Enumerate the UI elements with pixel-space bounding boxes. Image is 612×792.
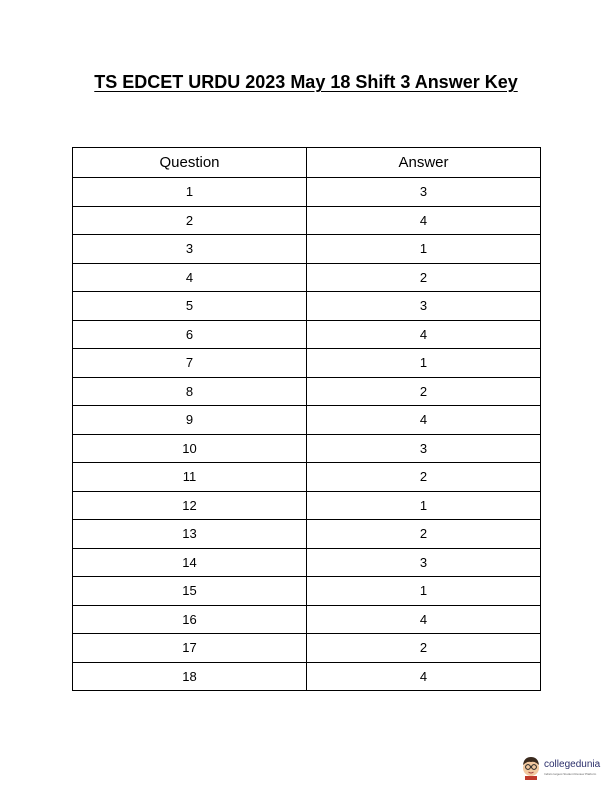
table-row [73,491,541,520]
student-mascot-icon [520,754,542,780]
answer-cell: 1 [307,577,541,606]
answer-cell: 4 [307,406,541,435]
table-row [73,292,541,321]
answer-cell: 1 [307,235,541,264]
answer-cell: 2 [307,520,541,549]
table-row [73,634,541,663]
question-number-cell: 5 [73,292,307,321]
question-number-cell: 2 [73,206,307,235]
collegedunia-logo [520,754,612,784]
question-number-cell: 13 [73,520,307,549]
table-row [73,434,541,463]
question-number-cell: 16 [73,605,307,634]
answer-cell: 3 [307,434,541,463]
question-number-cell: 18 [73,662,307,691]
answer-cell: 4 [307,320,541,349]
document-title: TS EDCET URDU 2023 May 18 Shift 3 Answer Key [94,72,518,92]
table-row [73,605,541,634]
question-number-cell: 7 [73,349,307,378]
question-number-cell: 3 [73,235,307,264]
question-number-cell: 10 [73,434,307,463]
answer-cell: 4 [307,206,541,235]
answer-cell: 4 [307,662,541,691]
answer-cell: 1 [307,491,541,520]
table-row [73,662,541,691]
table-row [73,206,541,235]
answer-cell: 3 [307,292,541,321]
question-number-cell: 14 [73,548,307,577]
question-number-cell: 4 [73,263,307,292]
question-number-cell: 8 [73,377,307,406]
question-number-cell: 11 [73,463,307,492]
table-row [73,320,541,349]
answer-cell: 4 [307,605,541,634]
table-row [73,377,541,406]
brand-tagline: India's largest Student Review Platform [544,772,597,776]
question-number-cell: 6 [73,320,307,349]
question-number-cell: 17 [73,634,307,663]
table-row [73,577,541,606]
answer-cell: 3 [307,178,541,207]
table-header-row [73,148,541,178]
table-body [73,178,541,691]
answer-column-header: Answer [307,148,541,178]
question-column-header: Question [73,148,307,178]
brand-name: collegedunia [544,759,601,770]
question-number-cell: 1 [73,178,307,207]
answer-cell: 2 [307,263,541,292]
table-row [73,406,541,435]
table-row [73,548,541,577]
table-row [73,178,541,207]
table-row [73,463,541,492]
answer-cell: 2 [307,463,541,492]
answer-cell: 1 [307,349,541,378]
answer-cell: 3 [307,548,541,577]
table-row [73,235,541,264]
answer-cell: 2 [307,634,541,663]
answer-key-table [72,147,541,691]
table-row [73,263,541,292]
answer-cell: 2 [307,377,541,406]
question-number-cell: 9 [73,406,307,435]
question-number-cell: 15 [73,577,307,606]
table-row [73,520,541,549]
question-number-cell: 12 [73,491,307,520]
table-row [73,349,541,378]
